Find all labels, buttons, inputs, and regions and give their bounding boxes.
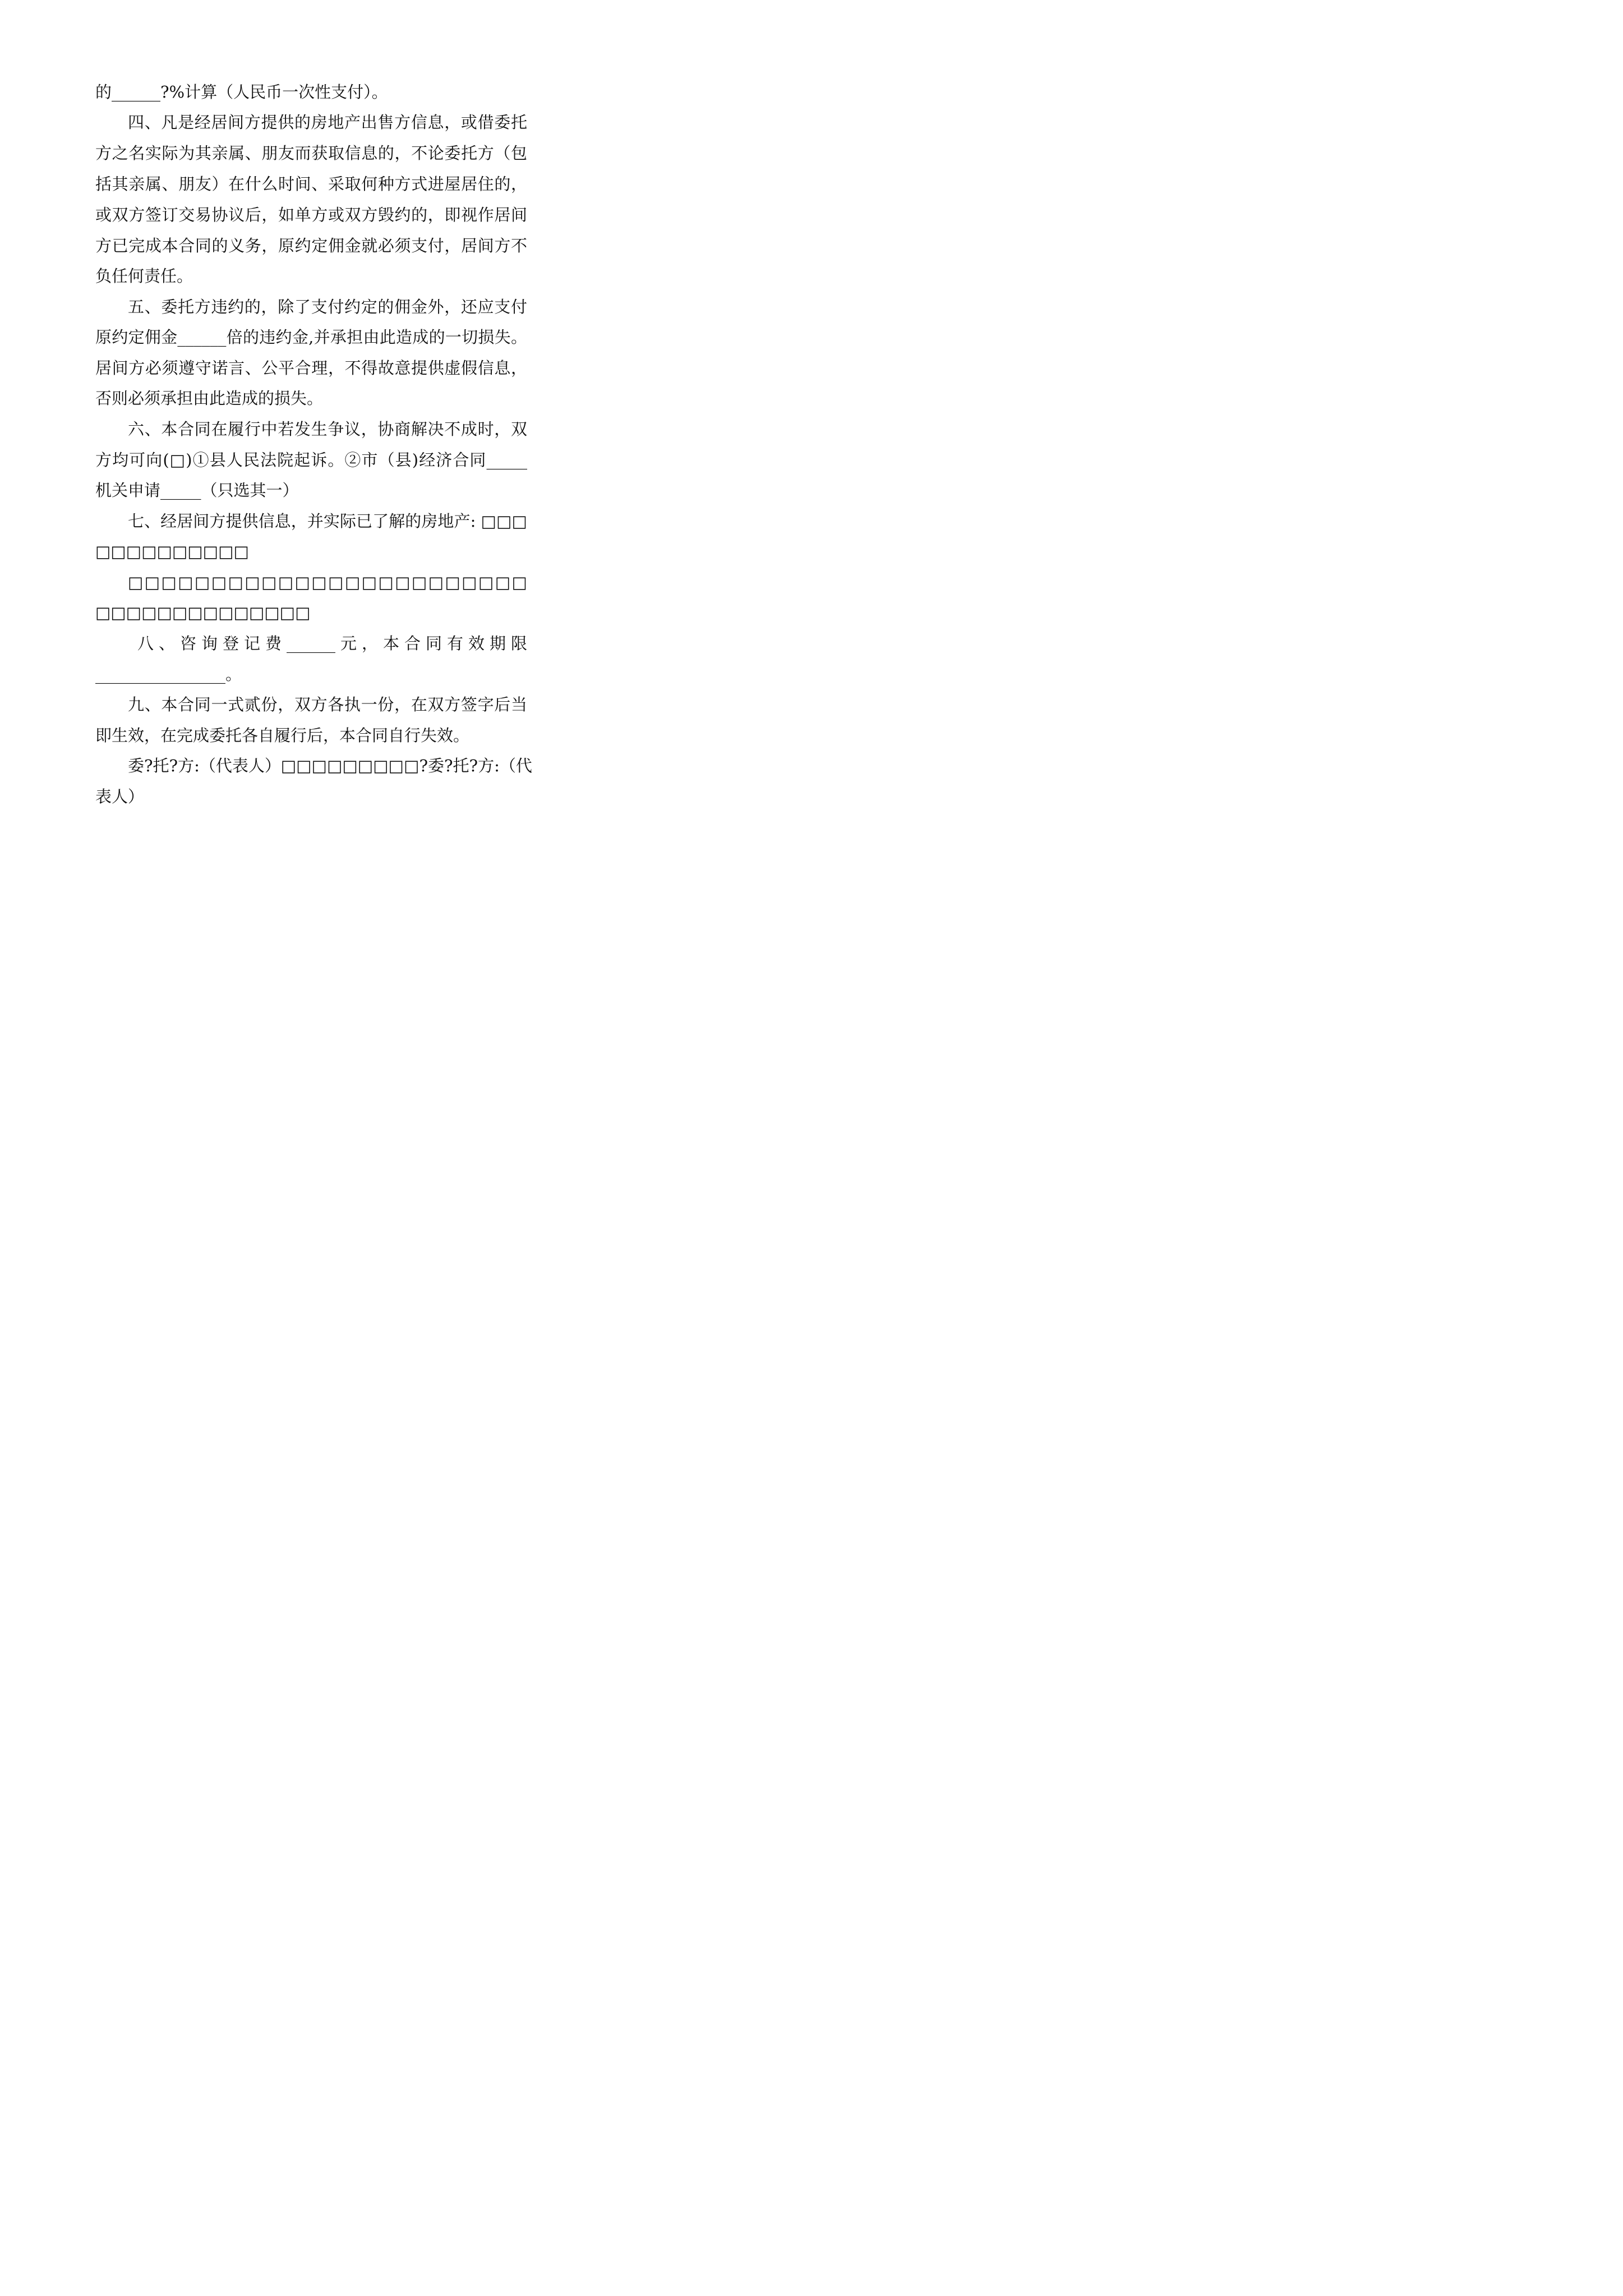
paragraph-6-line: 机关申请_____（只选其一） (95, 481, 299, 500)
paragraph-4-line: 方之名实际为其亲属、朋友而获取信息的，不论委托方（包 (95, 144, 527, 163)
signature-line: 表人） (95, 787, 145, 806)
paragraph-4-line: 或双方签订交易协议后，如单方或双方毁约的，即视作居间 (95, 205, 527, 224)
text-line: 的______?%计算（人民币一次性支付）。 (95, 82, 388, 102)
paragraph-7-line: □□□□□□□□□□□□□□ (95, 603, 311, 622)
paragraph-5-line: 居间方必须遵守诺言、公平合理，不得故意提供虚假信息， (95, 358, 527, 378)
paragraph-4-line: 方已完成本合同的义务，原约定佣金就必须支付，居间方不 (95, 236, 527, 255)
signature-line: 委?托?方:（代表人）□□□□□□□□□?委?托?方:（代 (128, 756, 532, 775)
paragraph-7-line: □□□□□□□□□□ (95, 542, 249, 561)
paragraph-9-line: 九、本合同一式贰份，双方各执一份，在双方签字后当 (128, 695, 527, 714)
paragraph-7-line: □□□□□□□□□□□□□□□□□□□□□□□□ (128, 573, 527, 592)
paragraph-5-line: 五、委托方违约的，除了支付约定的佣金外，还应支付 (128, 297, 527, 316)
paragraph-6-line: 方均可向(□)①县人民法院起诉。②市（县)经济合同_____ (95, 450, 527, 470)
paragraph-4-line: 括其亲属、朋友）在什么时间、采取何种方式进屋居住的， (95, 174, 527, 194)
paragraph-7-line: 七、经居间方提供信息，并实际已了解的房地产: □□□ (128, 512, 527, 531)
paragraph-4-line: 负任何责任。 (95, 266, 193, 286)
paragraph-9-line: 即生效，在完成委托各自履行后，本合同自行失效。 (95, 726, 470, 745)
paragraph-8-line: 八、咨询登记费______元，本合同有效期限 (137, 634, 527, 653)
paragraph-8-line: ________________。 (95, 665, 242, 684)
document-page (0, 0, 617, 873)
paragraph-5-line: 否则必须承担由此造成的损失。 (95, 389, 324, 408)
paragraph-4-line: 四、凡是经居间方提供的房地产出售方信息，或借委托 (128, 113, 527, 132)
paragraph-6-line: 六、本合同在履行中若发生争议，协商解决不成时，双 (128, 420, 527, 439)
paragraph-5-line: 原约定佣金______倍的违约金,并承担由此造成的一切损失。 (95, 328, 527, 347)
